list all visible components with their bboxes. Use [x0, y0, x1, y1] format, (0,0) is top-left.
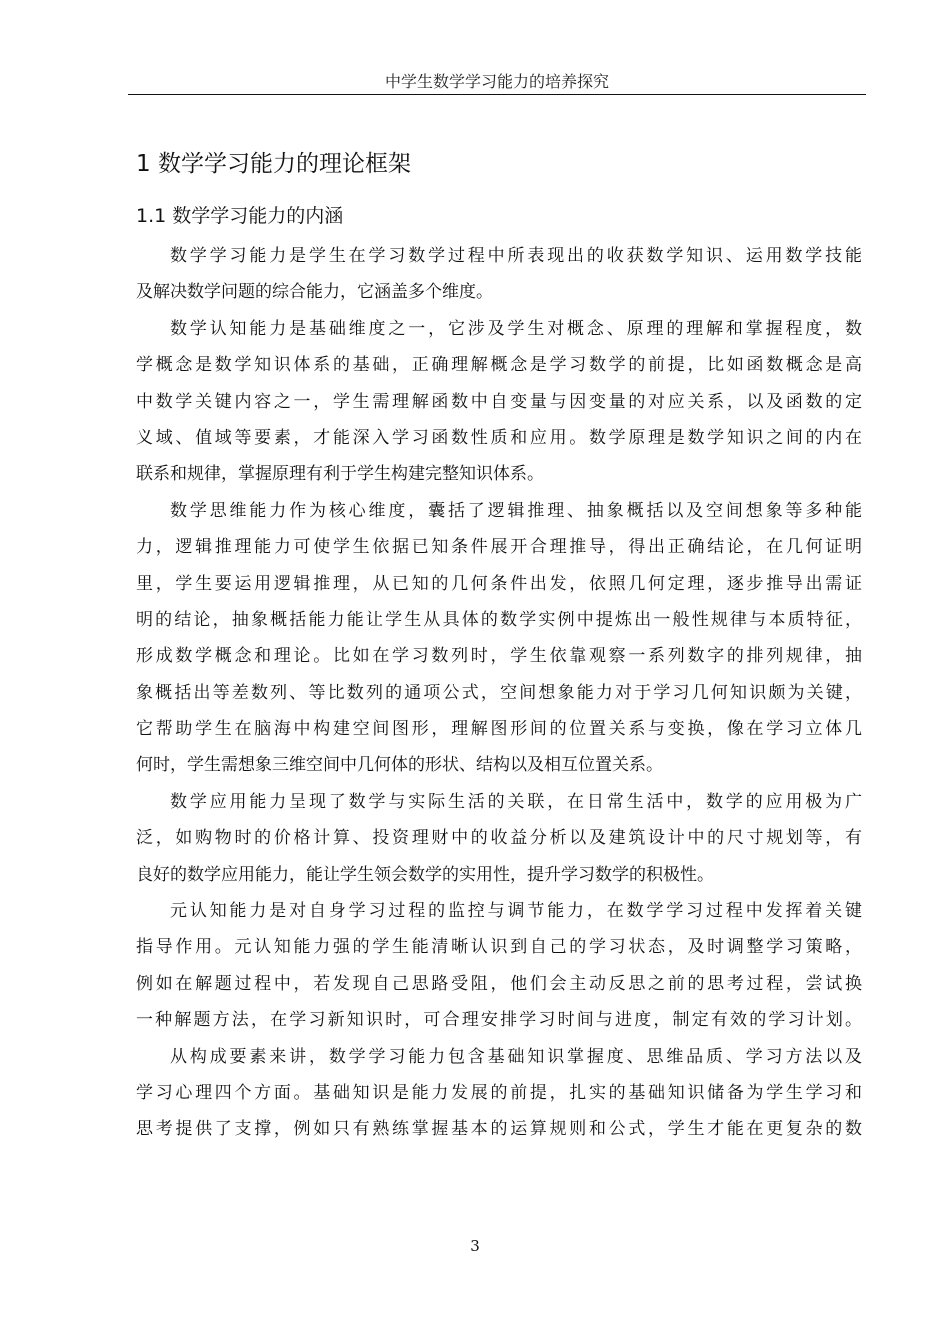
- subsection-heading: 1.1 数学学习能力的内涵: [136, 205, 344, 227]
- text-line: 义域、值域等要素，才能深入学习函数性质和应用。数学原理是数学知识之间的内在: [136, 427, 862, 448]
- section-heading: 1 数学学习能力的理论框架: [136, 151, 411, 177]
- text-line: 数学认知能力是基础维度之一，它涉及学生对概念、原理的理解和掌握程度，数: [170, 318, 862, 339]
- text-line: 何时，学生需想象三维空间中几何体的形状、结构以及相互位置关系。: [136, 755, 663, 776]
- text-line: 联系和规律，掌握原理有利于学生构建完整知识体系。: [136, 464, 544, 485]
- text-line: 思考提供了支撑，例如只有熟练掌握基本的运算规则和公式，学生才能在更复杂的数: [136, 1119, 862, 1140]
- text-line: 形成数学概念和理论。比如在学习数列时，学生依靠观察一系列数字的排列规律，抽: [136, 646, 862, 667]
- text-line: 明的结论，抽象概括能力能让学生从具体的数学实例中提炼出一般性规律与本质特征，: [136, 609, 862, 630]
- text-line: 及解决数学问题的综合能力，它涵盖多个维度。: [136, 282, 493, 303]
- text-line: 数学思维能力作为核心维度，囊括了逻辑推理、抽象概括以及空间想象等多种能: [170, 500, 862, 521]
- text-line: 良好的数学应用能力，能让学生领会数学的实用性，提升学习数学的积极性。: [136, 864, 714, 885]
- text-line: 泛，如购物时的价格计算、投资理财中的收益分析以及建筑设计中的尺寸规划等，有: [136, 828, 862, 849]
- text-line: 一种解题方法，在学习新知识时，可合理安排学习时间与进度，制定有效的学习计划。: [136, 1010, 862, 1031]
- text-line: 它帮助学生在脑海中构建空间图形，理解图形间的位置关系与变换，像在学习立体几: [136, 719, 862, 740]
- running-header: 中学生数学学习能力的培养探究: [384, 72, 609, 91]
- body-text: [136, 238, 862, 1148]
- text-line: 力，逻辑推理能力可使学生依据已知条件展开合理推导，得出正确结论，在几何证明: [136, 537, 862, 558]
- text-line: 数学学习能力是学生在学习数学过程中所表现出的收获数学知识、运用数学技能: [170, 246, 862, 266]
- text-line: 指导作用。元认知能力强的学生能清晰认识到自己的学习状态，及时调整学习策略，: [136, 937, 862, 958]
- text-line: 学习心理四个方面。基础知识是能力发展的前提，扎实的基础知识储备为学生学习和: [136, 1082, 862, 1103]
- text-line: 元认知能力是对自身学习过程的监控与调节能力，在数学学习过程中发挥着关键: [170, 901, 862, 922]
- text-line: 从构成要素来讲，数学学习能力包含基础知识掌握度、思维品质、学习方法以及: [170, 1046, 862, 1067]
- text-line: 象概括出等差数列、等比数列的通项公式，空间想象能力对于学习几何知识颇为关键，: [136, 682, 862, 703]
- text-line: 中数学关键内容之一，学生需理解函数中自变量与因变量的对应关系，以及函数的定: [136, 391, 862, 412]
- text-line: 学概念是数学知识体系的基础，正确理解概念是学习数学的前提，比如函数概念是高: [136, 355, 862, 376]
- text-line: 例如在解题过程中，若发现自己思路受阻，他们会主动反思之前的思考过程，尝试换: [136, 973, 862, 994]
- text-line: 里，学生要运用逻辑推理，从已知的几何条件出发，依照几何定理，逐步推导出需证: [136, 573, 862, 594]
- page-number: 3: [470, 1237, 480, 1255]
- header-divider: [128, 94, 866, 95]
- text-line: 数学应用能力呈现了数学与实际生活的关联，在日常生活中，数学的应用极为广: [170, 791, 862, 812]
